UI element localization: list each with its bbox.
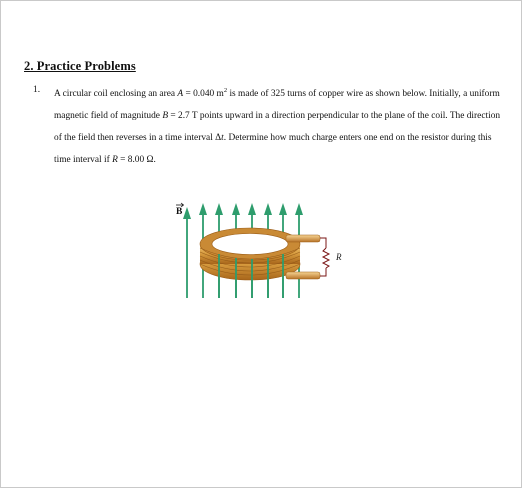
coil-figure — [168, 190, 358, 302]
copper-coil — [200, 228, 300, 298]
problem-number: 1. — [33, 85, 41, 95]
problem-text: A circular coil enclosing an area A = 0.040 $m^2$ is made of 325 turns of copper wire as shown below. Initially, a uniform magnetic field of magnitude B = 2.7 T points upward in a direction perpendicular to the plane of the coil. The direction of the field then reverses in a time interval Δt. Determine how much charge enters one end on the resistor during this time interval if R = 8.00 Ω. — [54, 87, 501, 165]
resistor-label: R — [336, 252, 342, 262]
field-label-text: B — [176, 207, 183, 217]
field-label — [176, 203, 184, 217]
section-heading: 2. Practice Problems — [24, 59, 136, 73]
coil-diagram — [168, 190, 358, 302]
resistor-zigzag — [323, 248, 329, 268]
problem-1 — [33, 80, 503, 171]
resistor-circuit — [320, 238, 329, 276]
